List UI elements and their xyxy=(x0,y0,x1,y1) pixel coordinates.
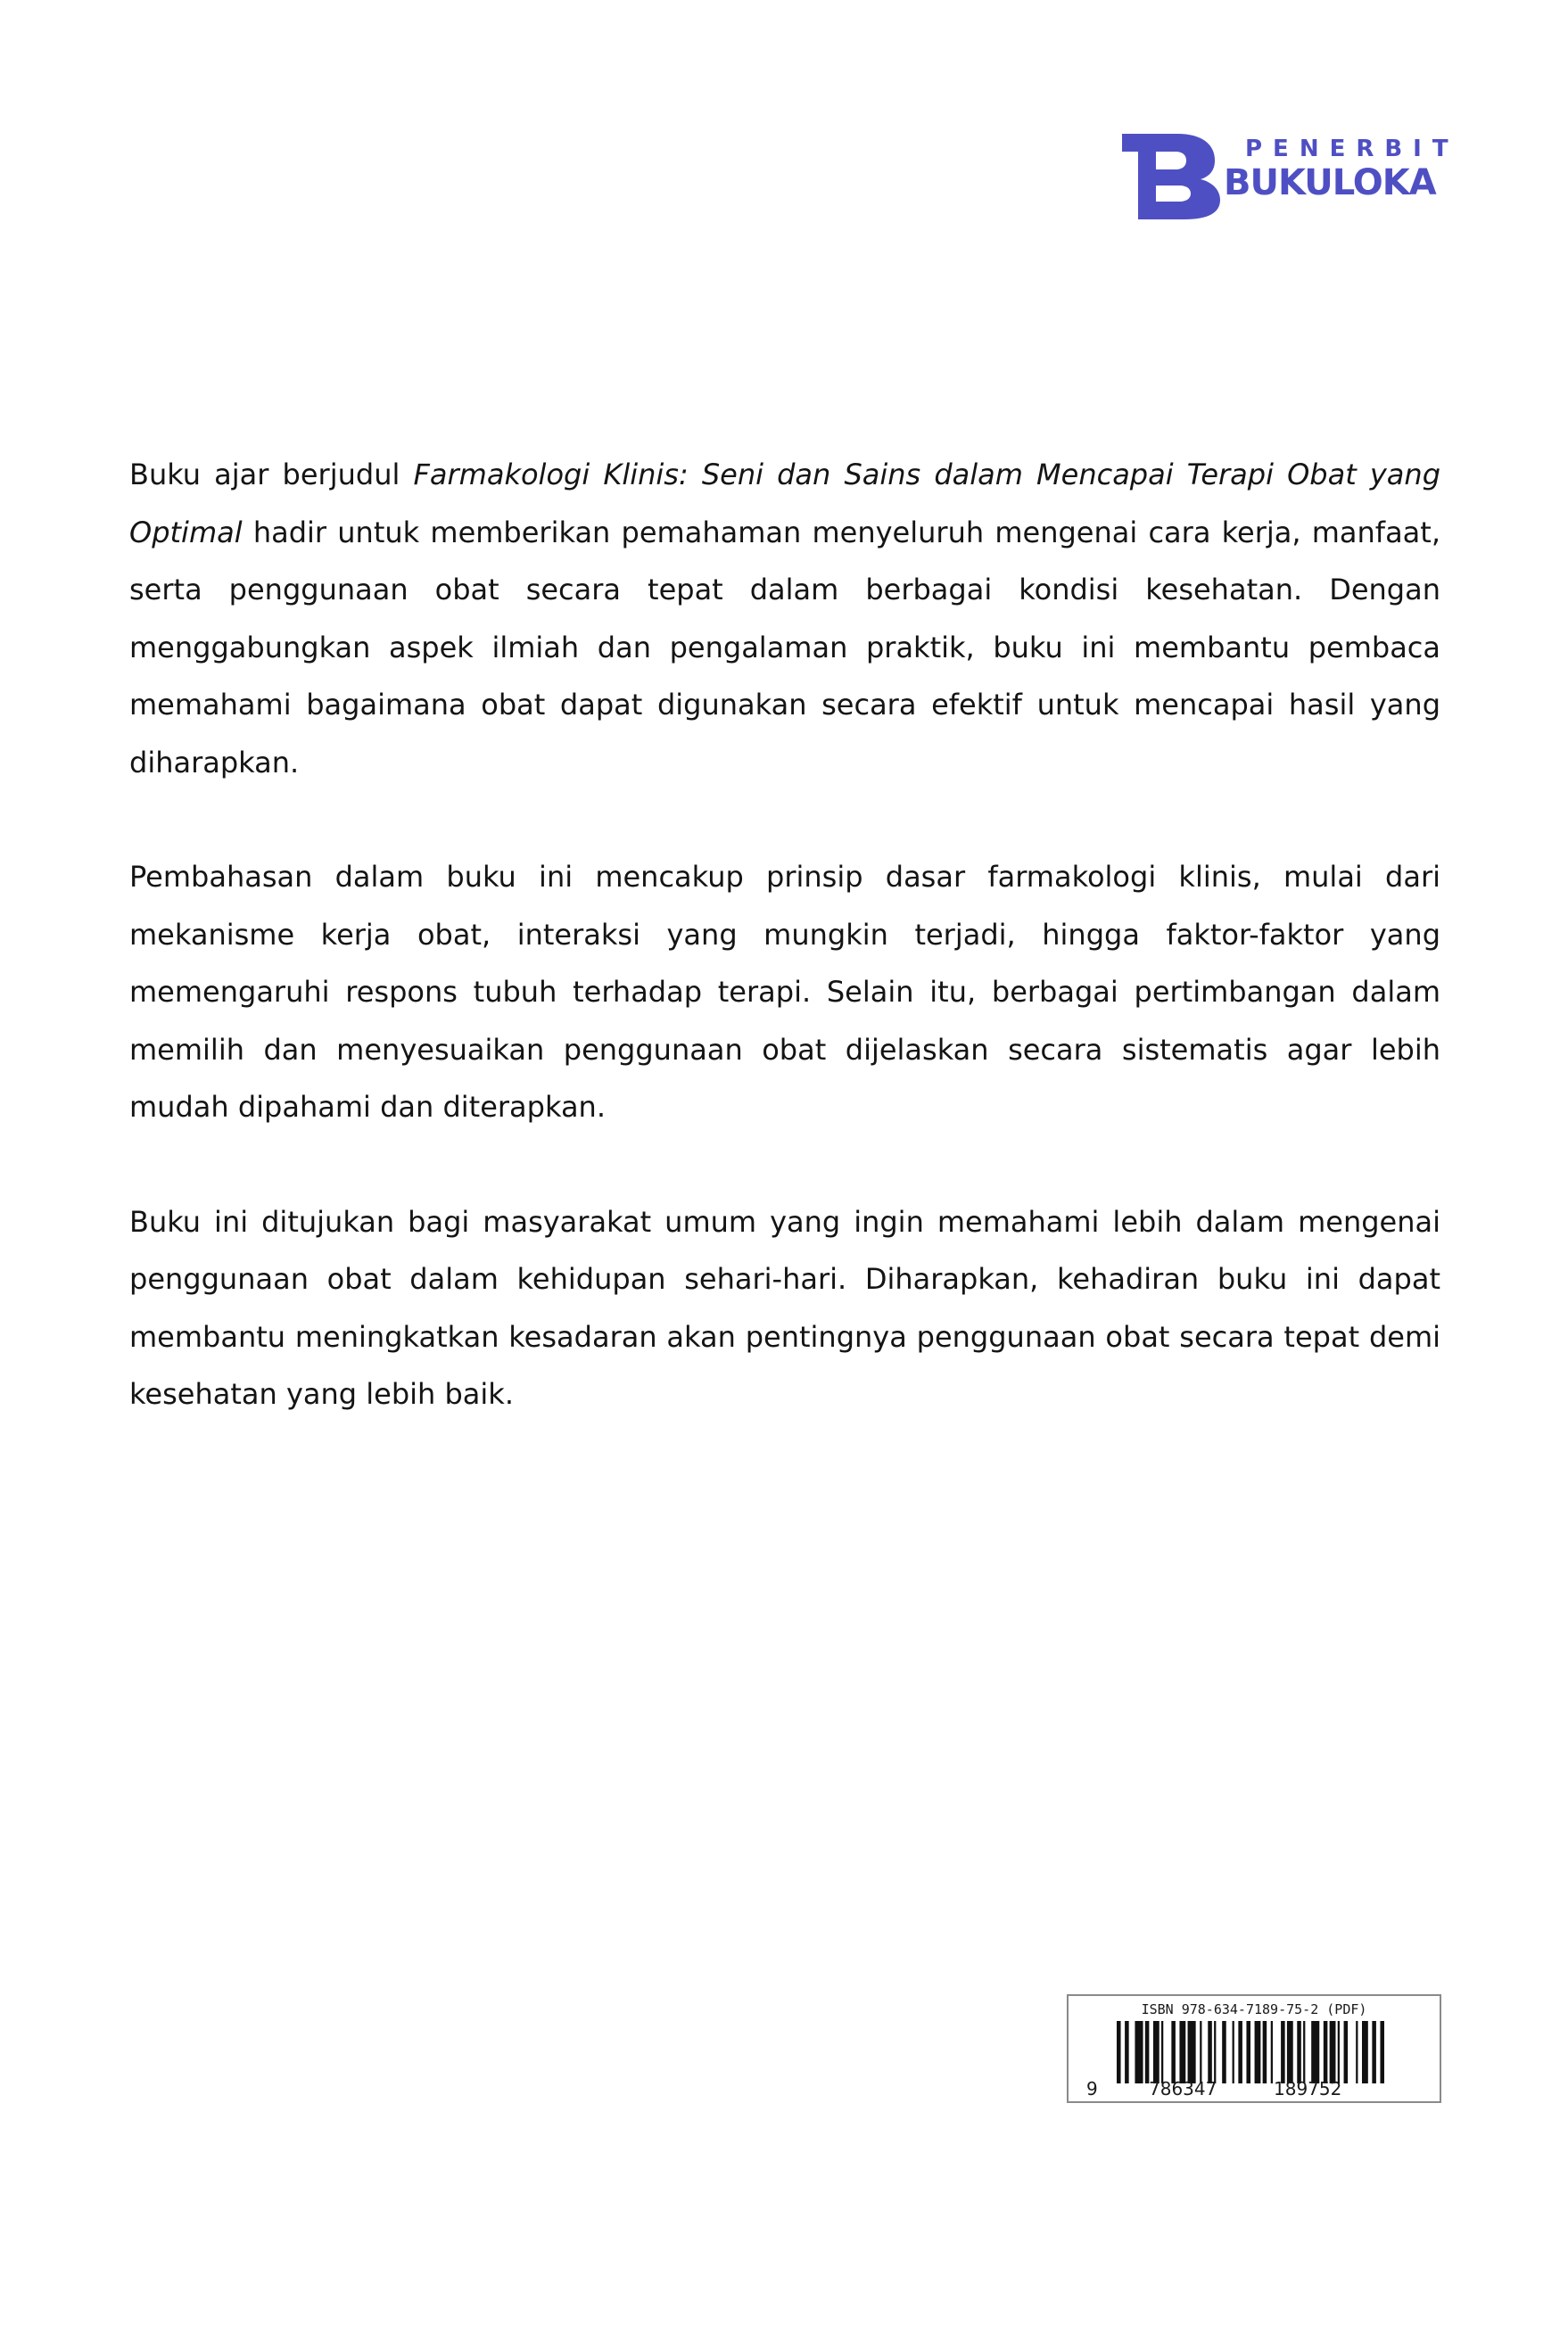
barcode-bar xyxy=(1117,2021,1121,2083)
barcode-bar xyxy=(1281,2021,1285,2083)
barcode-digit-first: 9 xyxy=(1086,2078,1098,2099)
publisher-name-main: BUKULOKA xyxy=(1224,162,1436,203)
barcode-bar xyxy=(1362,2021,1368,2083)
barcode-bar xyxy=(1255,2021,1261,2083)
barcode-bar xyxy=(1145,2021,1150,2083)
barcode-bar xyxy=(1324,2021,1328,2083)
barcode-bar xyxy=(1233,2021,1234,2083)
paragraph-1-rest: hadir untuk memberikan pemahaman menyeluruh mengenai cara kerja, manfaat, serta penggunaan obat secara tepat dalam berbagai kondisi kesehatan. Dengan menggabungkan aspek ilmiah dan pengalaman praktik, buku ini membantu pembaca memahami bagaimana obat dapat digunakan secara efektif untuk mencapai hasil yang diharapkan. xyxy=(129,515,1440,779)
barcode-bar xyxy=(1222,2021,1226,2083)
barcode-bar xyxy=(1179,2021,1185,2083)
barcode-bar xyxy=(1330,2021,1336,2083)
barcode-bar xyxy=(1287,2021,1293,2083)
barcode-digits-left: 786347 xyxy=(1149,2078,1217,2099)
barcode-bar xyxy=(1153,2021,1159,2083)
barcode-bar xyxy=(1344,2021,1349,2083)
isbn-barcode xyxy=(1067,1994,1441,2103)
barcode-bar xyxy=(1311,2021,1319,2083)
isbn-label: ISBN 978-634-7189-75-2 (PDF) xyxy=(1141,2001,1367,2017)
publisher-name-top: PENERBIT xyxy=(1245,136,1459,162)
blurb-paragraph-1 xyxy=(129,446,1440,791)
barcode-bar xyxy=(1214,2021,1216,2083)
barcode-bar xyxy=(1135,2021,1143,2083)
barcode-bar xyxy=(1263,2021,1267,2083)
barcode-bar xyxy=(1356,2021,1358,2083)
barcode-digits-right: 189752 xyxy=(1274,2078,1342,2099)
publisher-logo-b-mark xyxy=(1122,134,1220,219)
barcode-bar xyxy=(1171,2021,1176,2083)
barcode-bar xyxy=(1246,2021,1250,2083)
book-title: Farmakologi Klinis: Seni dan Sains dalam Mencapai Terapi Obat yang Optimal xyxy=(129,458,1441,549)
barcode-bar xyxy=(1303,2021,1305,2083)
blurb-paragraph-3: Buku ini ditujukan bagi masyarakat umum yang ingin memahami lebih dalam mengenai penggunaan obat dalam kehidupan sehari-hari. Diharapkan, kehadiran buku ini dapat membantu meningkatkan kesadaran akan pentingnya penggunaan obat secara tepat demi kesehatan yang lebih baik. xyxy=(129,1204,1440,1411)
barcode-bar xyxy=(1238,2021,1242,2083)
barcode-bars xyxy=(1117,2021,1384,2083)
blurb-text xyxy=(129,446,1440,1481)
barcode-bar xyxy=(1271,2021,1273,2083)
barcode-bar xyxy=(1372,2021,1376,2083)
barcode-bar xyxy=(1125,2021,1129,2083)
barcode-bar xyxy=(1208,2021,1212,2083)
paragraph-1-lead: Buku ajar berjudul xyxy=(129,458,414,491)
barcode-bar xyxy=(1188,2021,1196,2083)
barcode-bar xyxy=(1338,2021,1340,2083)
barcode-bar xyxy=(1161,2021,1163,2083)
publisher-logo xyxy=(1122,134,1459,219)
blurb-paragraph-2: Pembahasan dalam buku ini mencakup prinsip dasar farmakologi klinis, mulai dari mekanisme kerja obat, interaksi yang mungkin terjadi, hingga faktor-faktor yang memengaruhi respons tubuh terhadap terapi. Selain itu, berbagai pertimbangan dalam memilih dan menyesuaikan penggunaan obat dijelaskan secara sistematis agar lebih mudah dipahami dan diterapkan. xyxy=(129,860,1440,1124)
barcode-bar xyxy=(1200,2021,1201,2083)
barcode-bar xyxy=(1380,2021,1384,2083)
barcode-bar xyxy=(1297,2021,1301,2083)
